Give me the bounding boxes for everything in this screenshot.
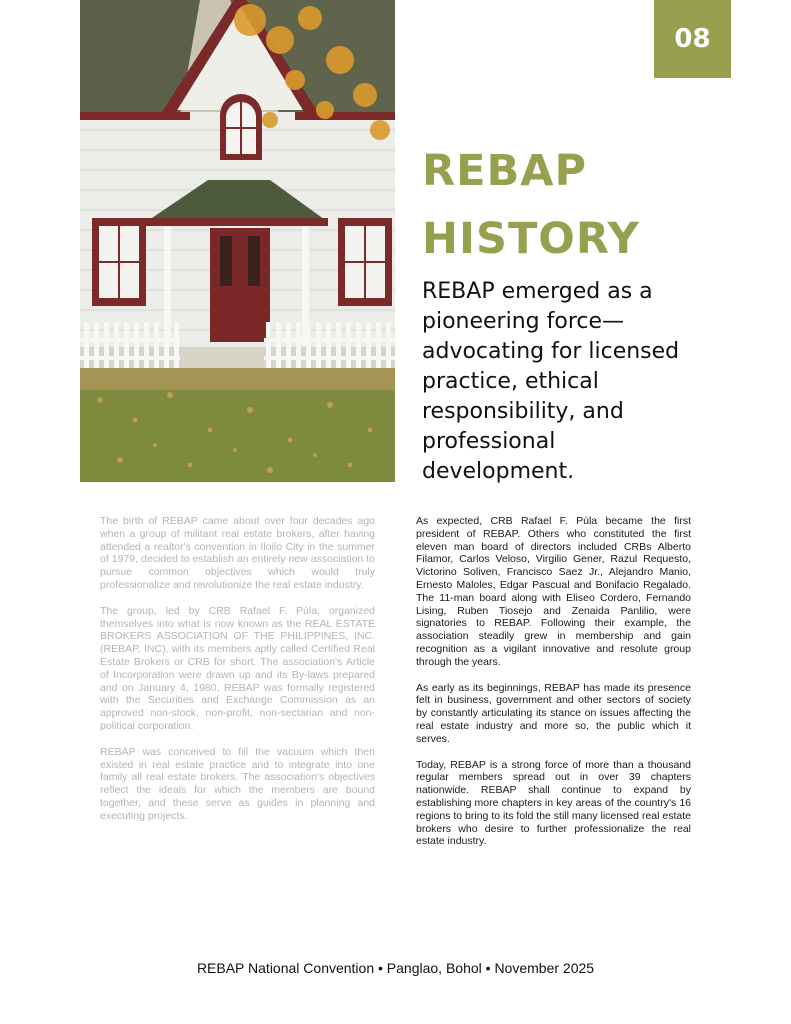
left-column: [100, 515, 375, 836]
footer-text: REBAP National Convention • Panglao, Bohol • November 2025: [196, 960, 595, 976]
page-number: 08: [674, 24, 711, 54]
left-paragraph-1: The birth of REBAP came about over four decades ago when a group of militant real estate brokers, after having attended a realtor's convention in Iloilo City in the summer of 1979, decided to establish an entirely new association to pursue common objectives which would truly professionalize and revolutionize the real estate industry.: [100, 515, 375, 591]
right-column: [416, 515, 691, 861]
right-paragraph-1: As expected, CRB Rafael F. Púla became the first president of REBAP. Others who constituted the first eleven man board of directors included CRBs Alberto Filamor, Carlos Veloso, Virgilio Gener, Razul Requesto, Victorino Soliven, Francisco Saez Jr., Alejandro Manio, Ernesto Maloles, Edgar Pascual and Bonifacio Regalado. The 11-man board along with Eliseo Cordero, Fernando Lising, Ruben Tiosejo and Zenaida Panlilio, were signatories to REBAP. Following their example, the association steadily grew in membership and gain recognition as a vigilant innovative and resolute group through the years.: [416, 515, 691, 668]
lead-statement: REBAP emerged as a pioneering force—advocating for licensed practice, ethical responsibility, and professional development.: [422, 279, 680, 484]
left-paragraph-3: REBAP was conceived to fill the vacuum which then existed in real estate practice and to integrate into one family all real estate brokers. The association's objectives reflect the ideals for which the members are bound together, and these serve as guides in planning and executing projects.: [100, 745, 375, 822]
house-photo: [80, 0, 395, 482]
page-title: [422, 137, 640, 273]
left-paragraph-2: The group, led by CRB Rafael F. Púla, organized themselves into what is now known as the REAL ESTATE BROKERS ASSOCIATION OF THE PHILIPPINES, INC. (REBAP, INC), with its members aptly called Certified Real Estate Brokers or CRB for short. The association's Article of Incorporation were drawn up and its By-laws prepared and on January 4, 1980, REBAP was formally registered with the Securities and Exchange Commission as an approved non-stock, non-profit, non-sectarian and non-political corporation.: [100, 604, 375, 732]
title-line-2: HISTORY: [422, 214, 640, 264]
title-line-1: REBAP: [422, 146, 588, 196]
right-paragraph-3: Today, REBAP is a strong force of more than a thousand regular members spread out in over 39 chapters nationwide. REBAP shall continue to expand by establishing more chapters in key areas of the country's 16 regions to bring to its fold the still many licensed real estate brokers who desire to further professionalize the real estate industry.: [416, 758, 691, 848]
right-paragraph-2: As early as its beginnings, REBAP has made its presence felt in business, government and other sectors of society by constantly articulating its stance on issues affecting the real estate industry and more so, the public which it serves.: [416, 681, 691, 745]
page-number-badge: [654, 0, 731, 78]
